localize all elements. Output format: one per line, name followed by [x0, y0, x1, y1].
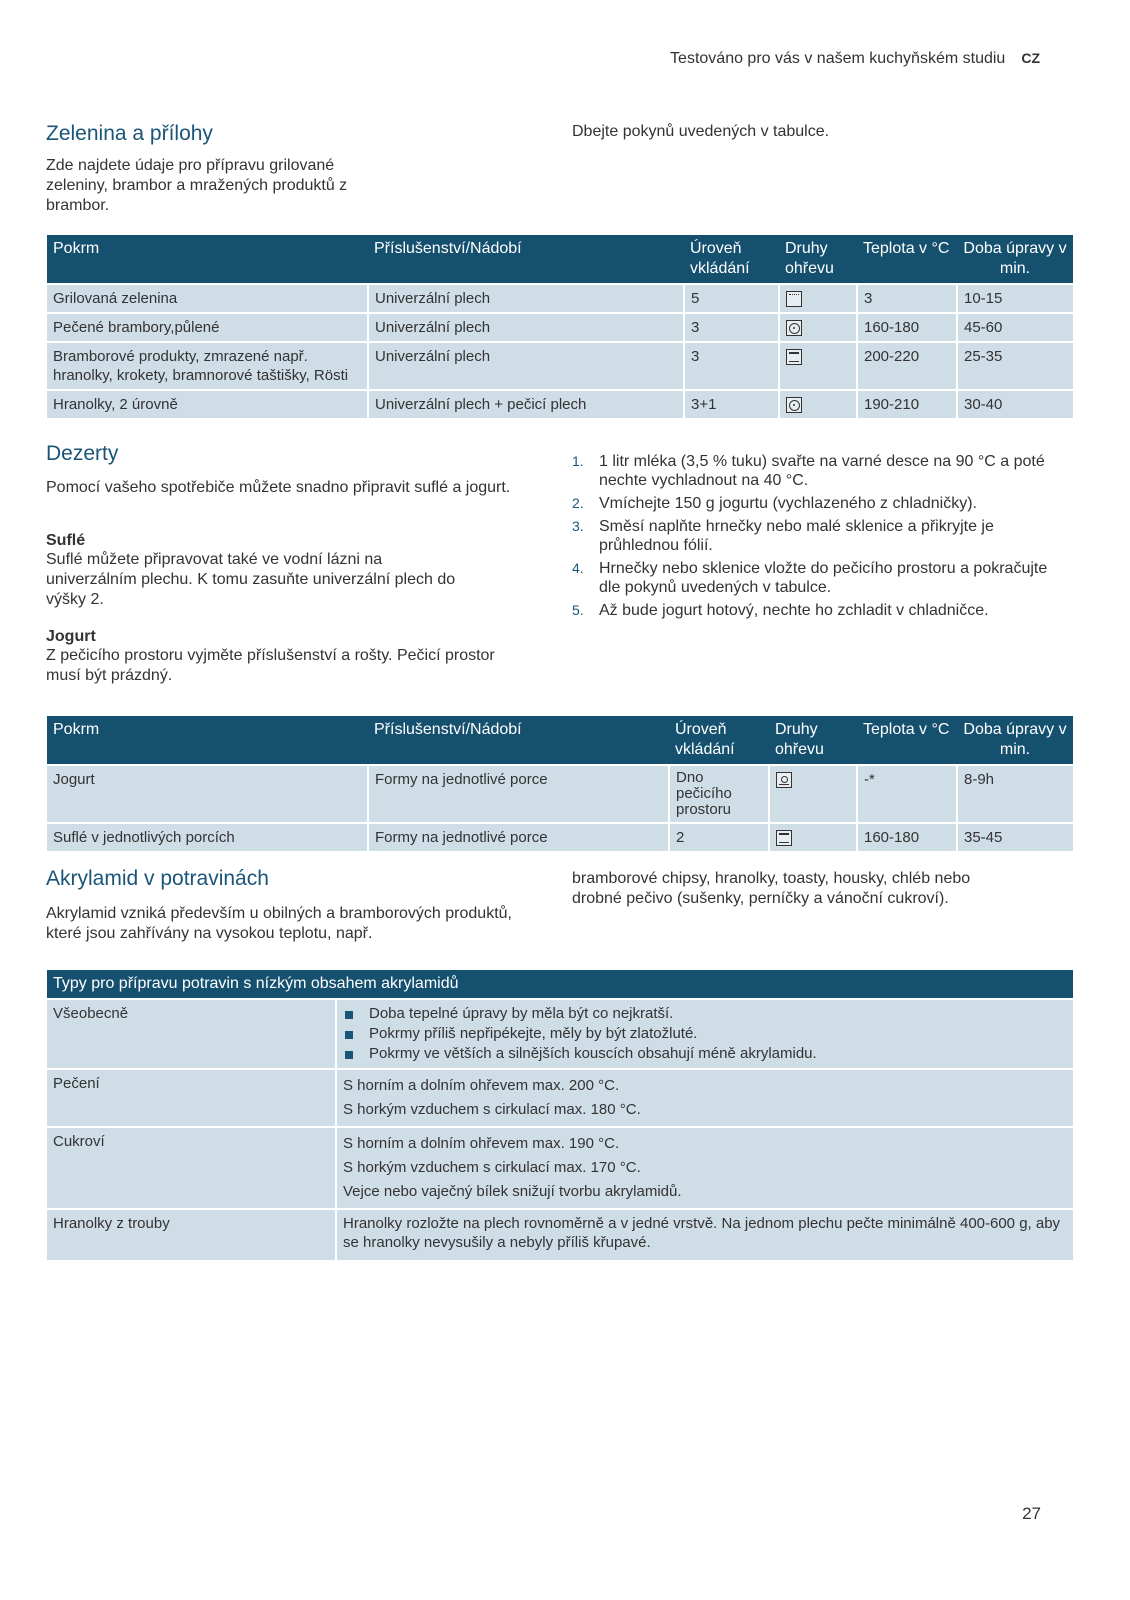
- cookies-tips: S horním a dolním ohřevem max. 190 °C. S horkým vzduchem s cirkulací max. 170 °C. Vejce nebo vaječný bílek snižují tvorbu akrylamidů.: [336, 1127, 1073, 1209]
- col-time: Doba úpravy v min.: [957, 235, 1073, 284]
- list-item: Pokrmy příliš nepřipékejte, měly by být zlatožluté.: [343, 1024, 1067, 1044]
- row-label: Všeobecně: [47, 999, 336, 1069]
- cell-level: 5: [684, 284, 779, 313]
- col-time: Doba úpravy v min.: [957, 716, 1073, 765]
- table-header-row: [47, 716, 1073, 765]
- list-item: 4. Hrnečky nebo sklenice vložte do pečicího prostoru a pokračujte dle pokynů uvedených v tabulce.: [572, 560, 1048, 596]
- table-row: [47, 823, 1073, 851]
- cell-accessory: Formy na jednotlivé porce: [368, 765, 669, 823]
- list-item: 2. Vmíchejte 150 g jogurtu (vychlazeného z chladničky).: [572, 495, 977, 512]
- col-dish: Pokrm: [47, 716, 368, 765]
- souffle-title: Suflé: [46, 532, 86, 549]
- cell-heating: [769, 823, 857, 851]
- desserts-intro: Pomocí vašeho spotřebiče můžete snadno připravit suflé a jogurt.: [46, 479, 511, 496]
- row-label: Pečení: [47, 1069, 336, 1127]
- cell-accessory: Univerzální plech: [368, 313, 684, 342]
- col-dish: Pokrm: [47, 235, 368, 284]
- table-row: [47, 1209, 1073, 1260]
- yogurt-title: Jogurt: [46, 628, 96, 645]
- general-tips: [336, 999, 1073, 1069]
- cell-accessory: Formy na jednotlivé porce: [368, 823, 669, 851]
- vegetables-note: Dbejte pokynů uvedených v tabulce.: [572, 123, 830, 140]
- cell-temp: 190-210: [857, 390, 957, 418]
- list-item: Doba tepelné úpravy by měla být co nejkratší.: [343, 1004, 1067, 1024]
- baking-tips: S horním a dolním ohřevem max. 200 °C. S horkým vzduchem s cirkulací max. 180 °C.: [336, 1069, 1073, 1127]
- cell-accessory: Univerzální plech + pečicí plech: [368, 390, 684, 418]
- cell-time: 35-45: [957, 823, 1073, 851]
- row-label: Hranolky z trouby: [47, 1209, 336, 1260]
- bullet-icon: [345, 1031, 353, 1039]
- cell-time: 25-35: [957, 342, 1073, 390]
- top-bottom-heat-icon: [786, 349, 802, 365]
- fan-heat-icon: [786, 397, 802, 413]
- acrylamide-intro-continued: bramborové chipsy, hranolky, toasty, housky, chléb nebo drobné pečivo (sušenky, perníčky a vánoční cukroví).: [572, 870, 971, 907]
- table-header-row: [47, 970, 1073, 999]
- language-code: CZ: [1021, 50, 1040, 66]
- table-row: [47, 342, 1073, 390]
- col-level: Úroveň vkládání: [684, 235, 779, 284]
- table-row: [47, 999, 1073, 1069]
- desserts-heading: Dezerty: [46, 442, 119, 465]
- cell-level: 2: [669, 823, 769, 851]
- yogurt-steps-list: [572, 452, 1062, 624]
- souffle-text: Suflé můžete připravovat také ve vodní lázni na univerzálním plechu. K tomu zasuňte univerzální plech do výšky 2.: [46, 551, 456, 608]
- yogurt-text: Z pečicího prostoru vyjměte příslušenství a rošty. Pečicí prostor musí být prázdný.: [46, 647, 495, 684]
- cell-level: 3+1: [684, 390, 779, 418]
- col-accessory: Příslušenství/Nádobí: [368, 716, 669, 765]
- table-header-row: [47, 235, 1073, 284]
- list-item: Pokrmy ve větších a silnějších kouscích obsahují méně akrylamidu.: [343, 1044, 1067, 1064]
- table-row: [47, 765, 1073, 823]
- cell-dish: Pečené brambory,půlené: [47, 313, 368, 342]
- cell-temp: 160-180: [857, 313, 957, 342]
- col-temp: Teplota v °C: [857, 716, 957, 765]
- col-temp: Teplota v °C: [857, 235, 957, 284]
- cell-accessory: Univerzální plech: [368, 284, 684, 313]
- list-item: 3. Směsí naplňte hrnečky nebo malé sklenice a přikryjte je průhlednou fólií.: [572, 518, 994, 554]
- col-heating: Druhy ohřevu: [769, 716, 857, 765]
- cell-time: 30-40: [957, 390, 1073, 418]
- desserts-table: [47, 716, 1073, 851]
- cell-temp: 200-220: [857, 342, 957, 390]
- cell-dish: Jogurt: [47, 765, 368, 823]
- cell-time: 45-60: [957, 313, 1073, 342]
- cell-dish: Suflé v jednotlivých porcích: [47, 823, 368, 851]
- cell-time: 8-9h: [957, 765, 1073, 823]
- bullet-icon: [345, 1051, 353, 1059]
- list-item: 5. Až bude jogurt hotový, nechte ho zchladit v chladničce.: [572, 602, 989, 619]
- cell-dish: Hranolky, 2 úrovně: [47, 390, 368, 418]
- vegetables-intro: Zde najdete údaje pro přípravu grilované zeleniny, brambor a mražených produktů z brambor.: [46, 157, 348, 214]
- bottom-heat-icon: [776, 772, 792, 788]
- page-number: 27: [1022, 1504, 1041, 1523]
- acrylamide-intro: Akrylamid vzniká především u obilných a bramborových produktů, které jsou zahřívány na vysokou teplotu, např.: [46, 905, 512, 942]
- grill-icon: [786, 291, 802, 307]
- acrylamide-table-header: Typy pro přípravu potravin s nízkým obsahem akrylamidů: [47, 970, 1073, 999]
- top-bottom-heat-icon: [776, 830, 792, 846]
- table-row: [47, 1127, 1073, 1209]
- cell-heating: [779, 284, 857, 313]
- cell-level: 3: [684, 313, 779, 342]
- cell-heating: [769, 765, 857, 823]
- cell-heating: [779, 313, 857, 342]
- col-heating: Druhy ohřevu: [779, 235, 857, 284]
- header-title: Testováno pro vás v našem kuchyňském studiu: [670, 50, 1006, 67]
- table-row: [47, 313, 1073, 342]
- cell-temp: 160-180: [857, 823, 957, 851]
- cell-heating: [779, 390, 857, 418]
- col-accessory: Příslušenství/Nádobí: [368, 235, 684, 284]
- cell-level: Dno pečicího prostoru: [669, 765, 769, 823]
- table-row: [47, 390, 1073, 418]
- vegetables-heading: Zelenina a přílohy: [46, 122, 213, 145]
- row-label: Cukroví: [47, 1127, 336, 1209]
- table-row: [47, 1069, 1073, 1127]
- cell-heating: [779, 342, 857, 390]
- fan-heat-icon: [786, 320, 802, 336]
- cell-time: 10-15: [957, 284, 1073, 313]
- bullet-icon: [345, 1011, 353, 1019]
- cell-dish: Grilovaná zelenina: [47, 284, 368, 313]
- acrylamide-heading: Akrylamid v potravinách: [46, 867, 269, 890]
- cell-accessory: Univerzální plech: [368, 342, 684, 390]
- acrylamide-table: [47, 970, 1073, 1260]
- list-item: 1. 1 litr mléka (3,5 % tuku) svařte na varné desce na 90 °C a poté nechte vychladnout na 40 °C.: [572, 453, 1045, 489]
- cell-temp: 3: [857, 284, 957, 313]
- vegetables-table: [47, 235, 1073, 418]
- cell-temp: -*: [857, 765, 957, 823]
- cell-dish: Bramborové produkty, zmrazené např. hranolky, krokety, bramnorové taštišky, Rösti: [47, 342, 368, 390]
- fries-tips: Hranolky rozložte na plech rovnoměrně a v jedné vrstvě. Na jednom plechu pečte minimálně 400-600 g, aby se hranolky nevysušily a nebyly příliš křupavé.: [336, 1209, 1073, 1260]
- col-level: Úroveň vkládání: [669, 716, 769, 765]
- page-header: [670, 50, 1040, 68]
- table-row: [47, 284, 1073, 313]
- cell-level: 3: [684, 342, 779, 390]
